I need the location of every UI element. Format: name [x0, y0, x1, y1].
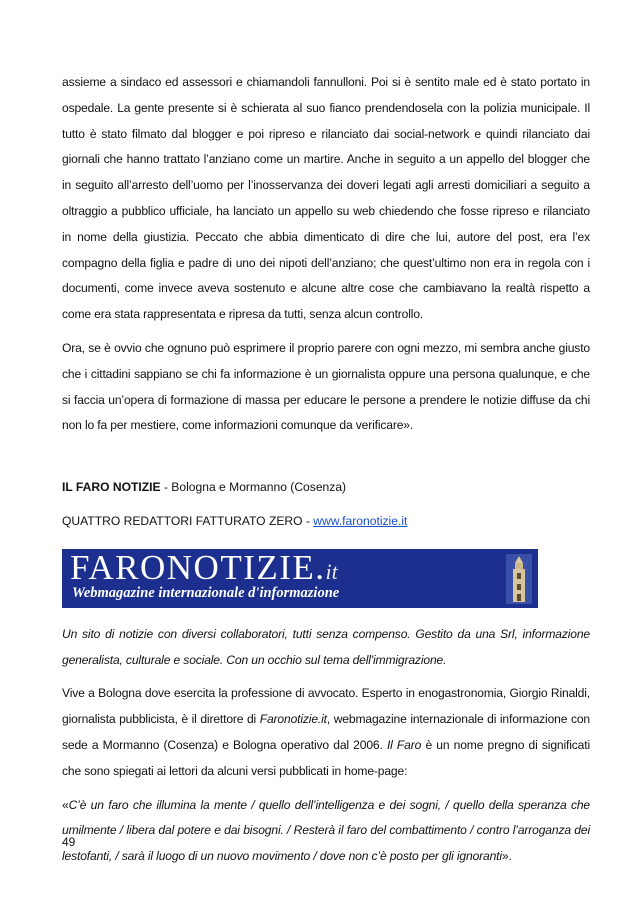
paragraph-4-part: , webmagazine internazionale di informazione con sede a Mormanno (Cosenza) e Bologna operativo dal 2006. — [62, 712, 590, 752]
lighthouse-tower-icon — [506, 554, 532, 604]
faronotizie-banner — [62, 549, 538, 608]
paragraph-4 — [62, 681, 590, 784]
section-spacer — [62, 447, 590, 475]
page-number: 49 — [62, 835, 76, 849]
section-heading — [62, 475, 590, 501]
banner-brand-name: FARONOTIZIE. — [70, 548, 326, 587]
website-link[interactable]: www.faronotizie.it — [313, 513, 408, 528]
close-quote: ». — [501, 849, 512, 864]
paragraph-2: Ora, se è ovvio che ognuno può esprimere il proprio parere con ogni mezzo, mi sembra anche giusto che i cittadini sappiano se chi fa informazione è un giornalista oppure una persona qualunque, e che si faccia un’opera di formazione di massa per educare le persone a prendere le notizie diffuse da chi non lo fa per mestiere, come informazioni comunque da verificare». — [62, 340, 590, 433]
paragraph-4-part: Vive a Bologna dove esercita la professione di avvocato. Esperto in enogastronomia, Giorgio Rinaldi, giornalista pubblicista, è il direttore di — [62, 686, 590, 727]
poem-verses: C’è un faro che illumina la mente / quello dell’intelligenza e dei sogni, / quello della speranza che umilmente / libera dal potere e dai bisogni. / Resterà il faro del combattimento / contro l’arroganza dei lestofanti, / sarà il luogo di un nuovo movimento / dove non c’è posto per gli ignoranti — [62, 797, 590, 864]
faronotizie-italic: Faronotizie.it — [259, 712, 327, 727]
heading-location: - Bologna e Mormanno (Cosenza) — [160, 480, 347, 495]
banner-brand-suffix: it — [325, 558, 338, 584]
section-subheading — [62, 509, 590, 535]
il-faro-italic: Il Faro — [386, 737, 422, 752]
paragraph-4-part: è un nome pregno di significati che sono spiegati ai lettori da alcuni versi pubblicati in home-page: — [62, 737, 590, 778]
paragraph-1: assieme a sindaco ed assessori e chiamandoli fannulloni. Poi si è sentito male ed è stato portato in ospedale. La gente presente si è schierata al suo fianco prendendosela con la polizia municipale. Il tutto è stato filmato dal blogger e poi ripreso e rilanciato dai social-network e quindi rilanciato dai giornali che hanno trattato l’anziano come un martire. Anche in seguito a un appello del blogger che in seguito all’arresto dell’uomo per l’inosservanza dei doveri legati agli arresti domiciliari a seguito a oltraggio a pubblico ufficiale, ha lanciato un appello su web chiedendo che fosse ripreso e rilanciato in nome della giustizia. Peccato che abbia dimenticato di dire che lui, autore del post, era l’ex compagno della figlia e padre di uno dei nipoti dell’anziano; che quest’ultimo non era in regola con i documenti, come invece aveva sostenuto e alcune altre cose che cambiavano la realtà rispetto a come era stata rappresentata e ripresa da tutti, senza alcun controllo. — [62, 75, 590, 322]
subheading-text: QUATTRO REDATTORI FATTURATO ZERO - — [62, 513, 314, 528]
paragraph-3: Un sito di notizie con diversi collaboratori, tutti senza compenso. Gestito da una Srl, informazione generalista, culturale e sociale. Con un occhio sul tema dell'immigrazione. — [62, 626, 590, 667]
paragraph-5-poem — [62, 793, 590, 870]
document-page — [62, 70, 590, 878]
banner-tagline: Webmagazine internazionale d'informazione — [72, 584, 340, 601]
heading-title: IL FARO NOTIZIE — [62, 480, 161, 495]
open-quote: « — [62, 797, 69, 812]
